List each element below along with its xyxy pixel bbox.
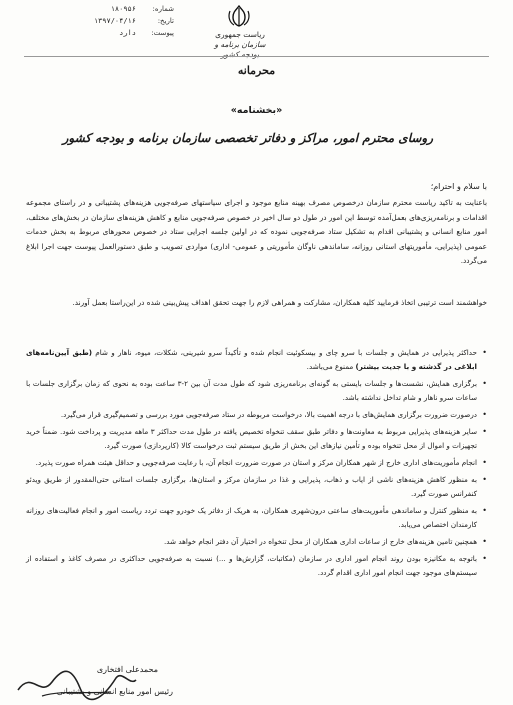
list-item: • به منظور کاهش هزینه‌های ناشی از ایاب و ذهاب، پذیرایی و غذا در سازمان مرکز و استان‌ها، برگزاری جلسات استانی حتی‌المقدور از طریق ویدئو کنفرانس صورت گیرد. (26, 473, 487, 501)
list-item: • انجام مأموریت‌های اداری خارج از شهر همکاران مرکز و استان در صورت ضرورت انجام آن، با رعایت صرفه‌جویی و حداقل هیئت همراه صورت پذیرد. (26, 456, 487, 470)
greeting: با سلام و احترام؛ (430, 182, 487, 191)
signer-title: رئیس امور منابع انسانی و پشتیبانی (56, 687, 173, 696)
meta-date-label: تاریخ: (157, 17, 174, 25)
meta-attachment-label: پیوست: (151, 29, 174, 37)
brand-presidency: ریاست جمهوری (215, 30, 265, 39)
meta-attachment-value: دارد (119, 29, 136, 37)
list-item: • باتوجه به مکانیزه بودن روند انجام امور اداری در سازمان (مکاتبات، گزارش‌ها و ...) نسبت به صرفه‌جویی حداکثری در مصرف کاغذ و استفاده از سیستم‌های موجود جهت انجام امور اداری اقدام گردد. (26, 552, 487, 580)
list-item: • به منظور کنترل و ساماندهی مأموریت‌های ساعتی درون‌شهری همکاران، به هریک از دفاتر یک خودرو جهت تردد ریاست امور و انجام فعالیت‌های روزانه کارمندان اختصاص می‌یابد. (26, 504, 487, 532)
security-label: محرمانه (237, 64, 276, 77)
meta-attachment-row (24, 27, 174, 39)
list-item: • همچنین تامین هزینه‌های خارج از ساعات اداری همکاران از محل تنخواه در اختیار آن دفتر انجام خواهد شد. (26, 535, 487, 549)
meta-number-label: شماره: (152, 5, 174, 13)
meta-date-row (24, 15, 174, 27)
signer-name: محمدعلی افتخاری (96, 665, 158, 674)
brand-organization: سازمان برنامه و بودجه کشور (214, 40, 266, 59)
document-type: «بخشنامه» (230, 105, 283, 116)
closing-paragraph: خواهشمند است ترتیبی اتخاذ فرمایید کلیه همکاران، مشارکت و همراهی لازم را جهت تحقق اهداف پیش‌بینی شده در این‌راستا بعمل آورند. (72, 298, 487, 307)
meta-number-row (24, 3, 174, 15)
iran-emblem-icon (226, 4, 252, 28)
meta-number-value: ۱۸۰۹۵۶ (110, 5, 136, 13)
recipient-line: روسای محترم امور، مراکز و دفاتر تخصصی سازمان برنامه و بودجه کشور (62, 131, 433, 145)
list-item: • حداکثر پذیرایی در همایش و جلسات با سرو چای و بیسکوئیت انجام شده و تأکیداً سرو شیرینی، شکلات، میوه، ناهار و شام (طبق آیین‌نامه‌های ابلاغی در گذشته و با جدیت بیشتر) ممنوع می‌باشد. (26, 346, 487, 374)
list-item: • درصورت ضرورت برگزاری همایش‌های با درجه اهمیت بالا، درخواست مربوطه در ستاد صرفه‌جویی مورد بررسی و تصمیم‌گیری قرار می‌گیرد. (26, 408, 487, 422)
directive-list (26, 346, 487, 583)
intro-paragraph: باعنایت به تاکید ریاست محترم سازمان درخصوص مصرف بهینه منابع موجود و اجرای سیاستهای صرفه‌جویی هزینه‌های پشتیبانی و در راستای مجموعه اقدامات و برنامه‌ریزی‌های بعمل‌آمده توسط این امور در طول دو سال اخیر در خصوص صرفه‌جویی منابع و کاهش هزینه‌های سازمان در بخش‌های مختلف، امور منابع انسانی و پشتیبانی اقدام به تشکیل ستاد صرفه‌جویی نموده که در اولین جلسه اجرایی ستاد در خصوص محورهای مربوط به بخش خدمات عمومی (پذیرایی، مأموریتهای استانی روزانه، ساماندهی ناوگان مأموریتی و عمومی- اداری) مواردی تصویب و طبق دستورالعمل پیوست جهت اجرا ابلاغ می‌گردد. (26, 198, 487, 266)
header-divider (24, 56, 489, 57)
meta-date-value: ۱۳۹۷/۰۴/۱۶ (93, 17, 136, 25)
handwritten-signature (12, 660, 142, 704)
list-item: • سایر هزینه‌های پذیرایی مربوط به معاونت‌ها و دفاتر طبق سقف تنخواه تخصیص یافته در طول مدت حداکثر ۳ ماهه مدیریت و پرداخت شود. ضمناً خرید تجهیزات و اموال از محل تنخواه بوده و تأمین نیازهای این بخش از طریق سیستم ثبت درخواست کالا (کارپردازی) صورت گیرد. (26, 425, 487, 453)
letter-meta (24, 3, 174, 39)
list-item: • برگزاری همایش، نشست‌ها و جلسات بایستی به گونه‌ای برنامه‌ریزی شود که طول مدت آن بین ۲-۳ ساعت بوده به نحوی که زمان برگزاری جلسات با ساعات سرو ناهار و شام تداخل نداشته باشد. (26, 377, 487, 405)
